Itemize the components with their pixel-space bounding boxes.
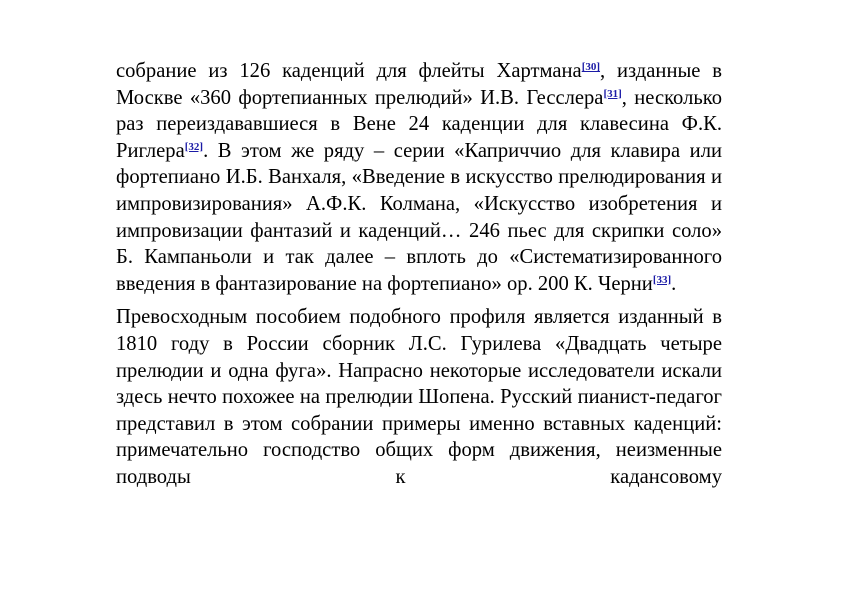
- paragraph-text: Превосходным пособием подобного профиля является изданный в 1810 году в России сборник Л.С. Гурилева «Двадцать четыре прелюдии и одна фуга». Напрасно некоторые исследователи искали здесь нечто похожее на прелюдии Шопена. Русский пианист-педагог представил в этом собрании примеры именно вставных каденций: примечательно господство общих форм движения, неизменные подводы к кадансовому: [116, 306, 722, 488]
- paragraph-text: , изданные в Москве «360 фортепианных прелюдий» И.В. Гесслера: [116, 60, 722, 109]
- body-text: [116, 58, 722, 491]
- paragraph-2: [116, 304, 722, 490]
- footnote-link-30[interactable]: [30]: [581, 61, 601, 73]
- paragraph-text: собрание из 126 каденций для флейты Хартмана: [116, 60, 582, 82]
- paragraph-text: , несколько раз переиздававшиеся в Вене 24 каденции для клавесина Ф.К. Риглера: [116, 86, 722, 162]
- footnote-link-31[interactable]: [31]: [603, 87, 622, 100]
- footnote-link-33[interactable]: [33]: [652, 273, 672, 286]
- paragraph-text: . В этом же ряду – серии «Каприччио для клавира или фортепиано И.Б. Ванхаля, «Введение в искусство прелюдирования и импровизирования» А.Ф.К. Колмана, «Искусство изобретения и импровизации фантазий и каденций… 246 пьес для скрипки соло» Б. Кампаньоли и так далее – вплоть до «Систематизированного введения в фантазирование на фортепиано» op. 200 К. Черни: [116, 139, 722, 295]
- paragraph-1: [116, 58, 722, 297]
- footnote-link-32[interactable]: [32]: [184, 140, 204, 153]
- paragraph-text: .: [671, 272, 677, 295]
